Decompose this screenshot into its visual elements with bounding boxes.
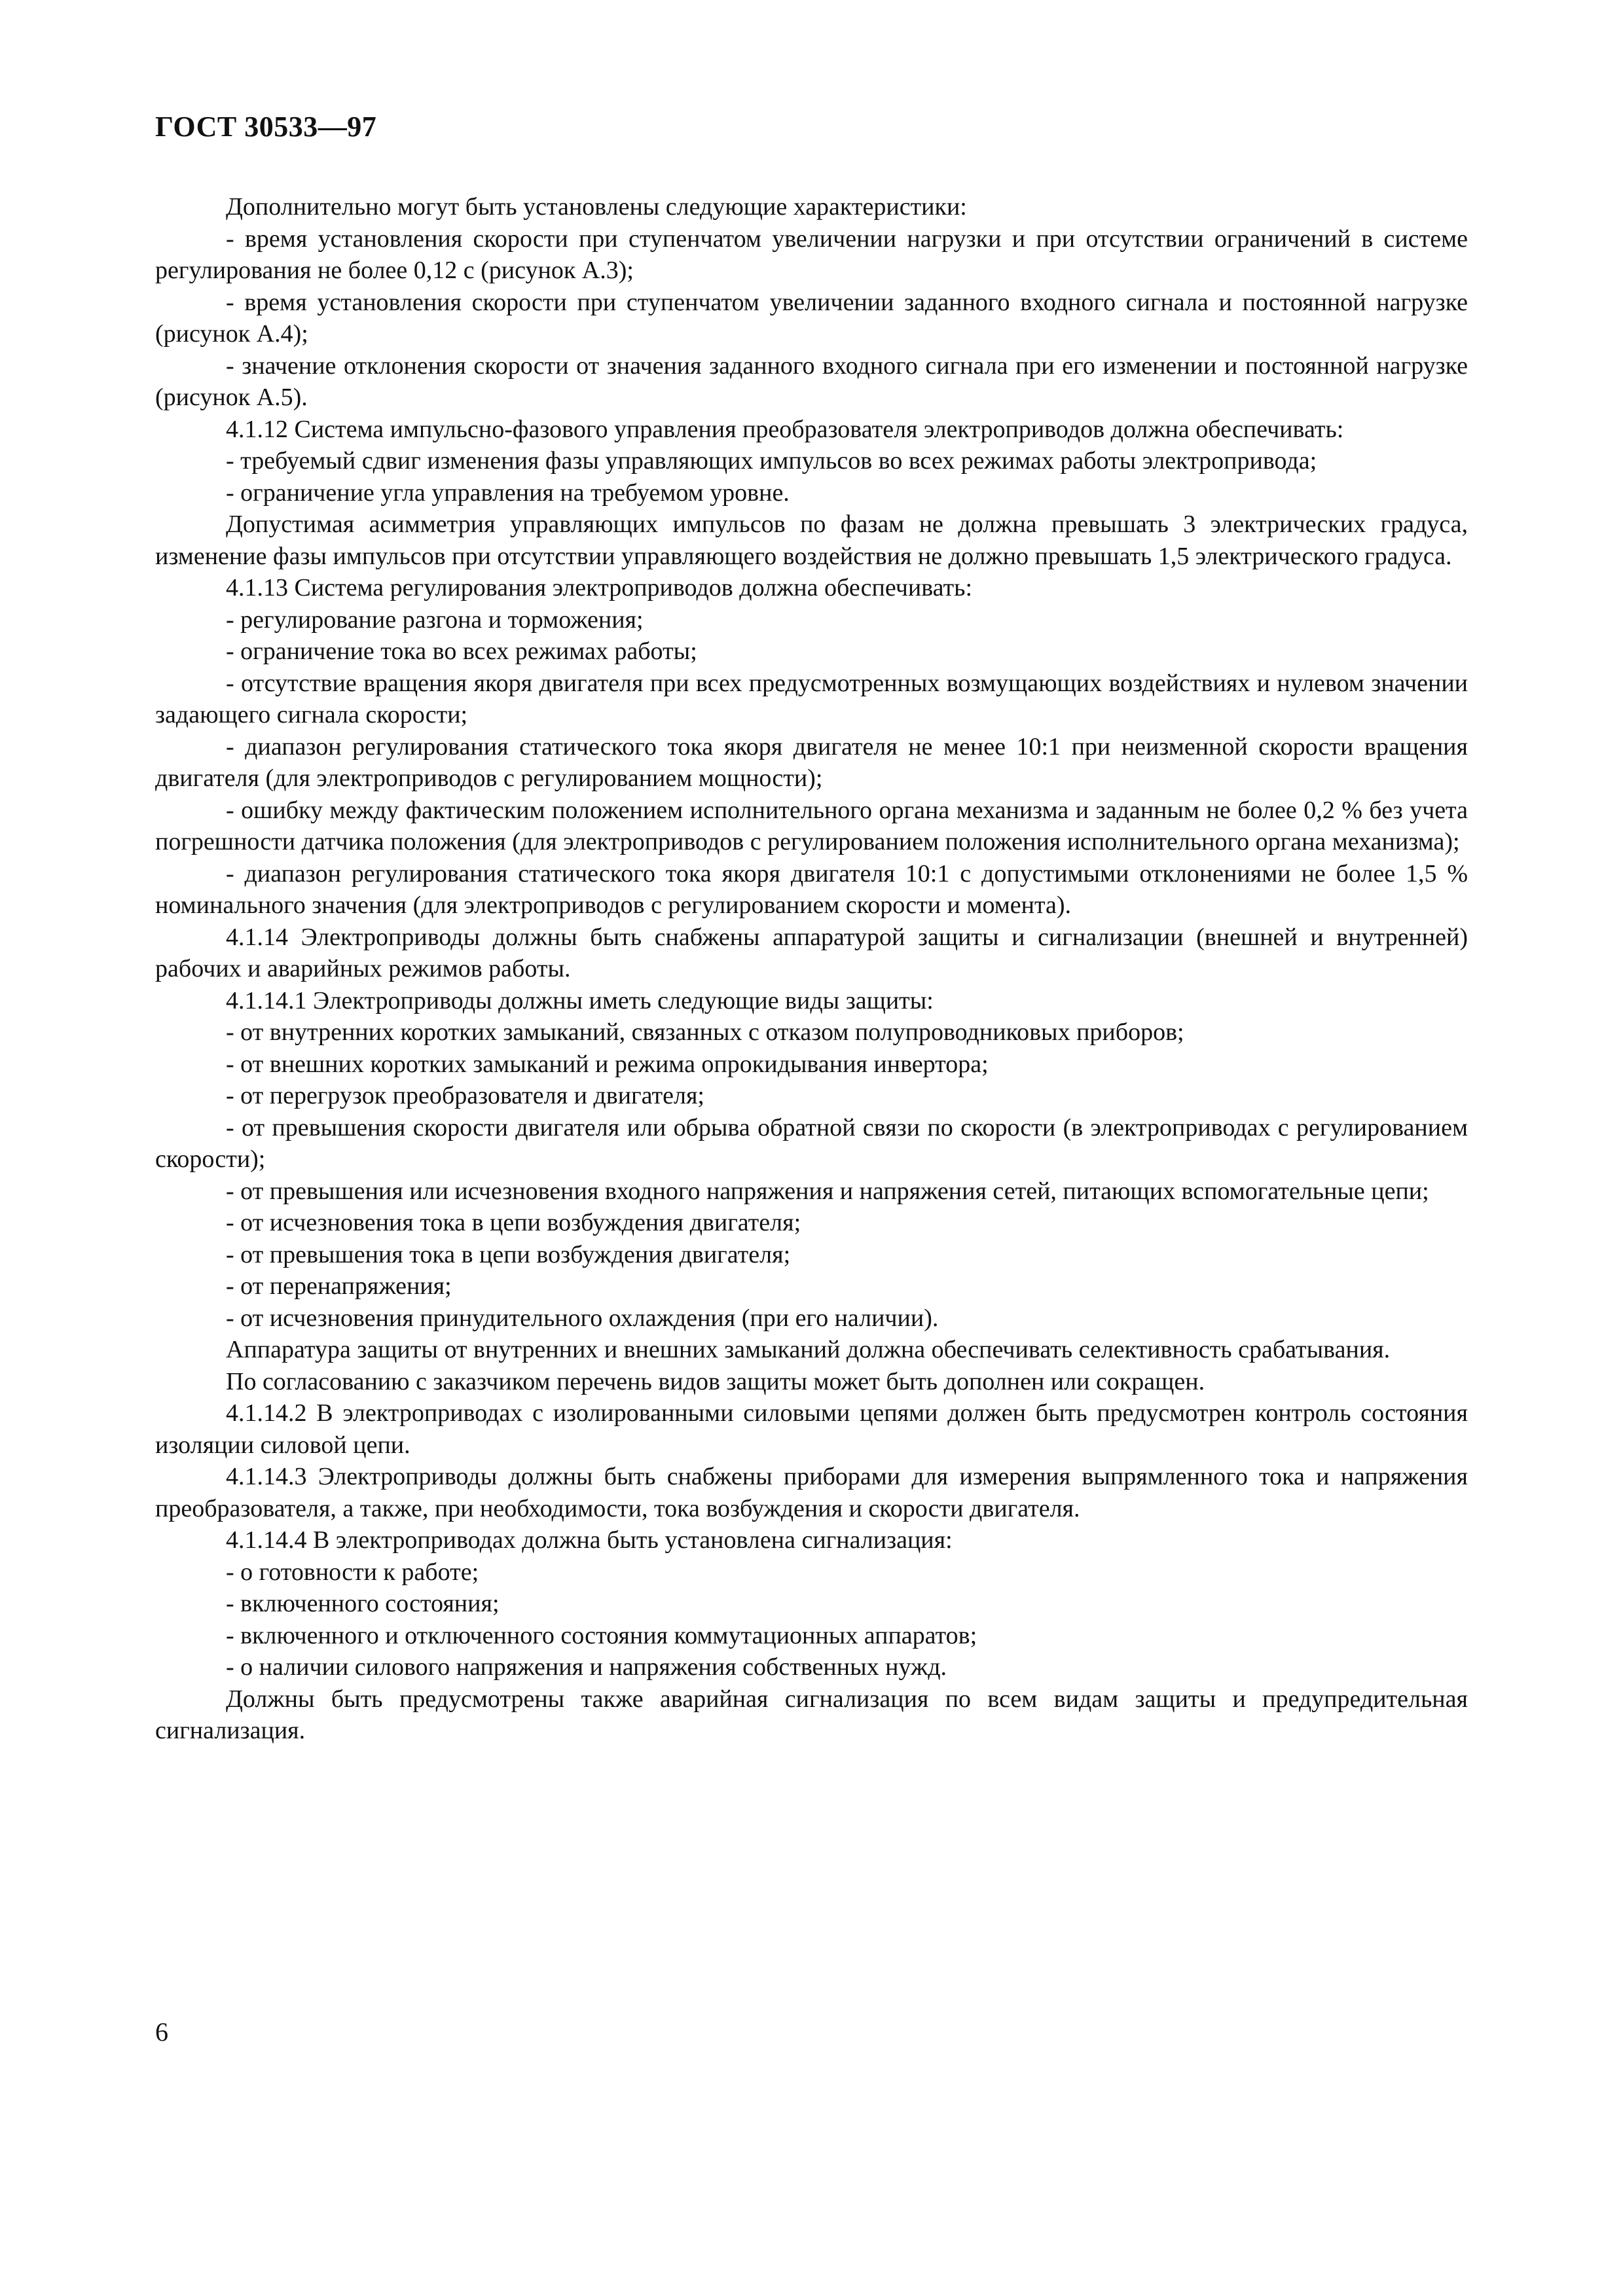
- paragraph: Допустимая асимметрия управляющих импульсов по фазам не должна превышать 3 электрических градуса, изменение фазы импульсов при отсутствии управляющего воздействия не должно превышать 1,5 электрического градуса.: [155, 511, 1468, 570]
- paragraph: - ограничение угла управления на требуемом уровне.: [226, 478, 790, 507]
- paragraph: 4.1.12 Система импульсно-фазового управления преобразователя электроприводов должна обеспечивать:: [226, 415, 1344, 443]
- paragraph: - от исчезновения принудительного охлаждения (при его наличии).: [226, 1304, 939, 1332]
- paragraph: - диапазон регулирования статического тока якоря двигателя 10:1 с допустимыми отклонениями не более 1,5 % номинального значения (для электроприводов с регулированием скорости и момента).: [155, 859, 1468, 919]
- paragraph: 4.1.14.1 Электроприводы должны иметь следующие виды защиты:: [226, 986, 934, 1014]
- paragraph: - диапазон регулирования статического тока якоря двигателя не менее 10:1 при неизменной скорости вращения двигателя (для электроприводов с регулированием мощности);: [155, 732, 1468, 792]
- paragraph: - от внутренних коротких замыканий, связанных с отказом полупроводниковых приборов;: [226, 1018, 1184, 1046]
- paragraph: - от внешних коротких замыканий и режима опрокидывания инвертора;: [226, 1050, 989, 1078]
- paragraph: Аппаратура защиты от внутренних и внешних замыканий должна обеспечивать селективность срабатывания.: [226, 1336, 1391, 1363]
- paragraph: - от перегрузок преобразователя и двигателя;: [226, 1082, 704, 1109]
- paragraph: - от превышения тока в цепи возбуждения двигателя;: [226, 1240, 791, 1268]
- paragraph: 4.1.14 Электроприводы должны быть снабжены аппаратурой защиты и сигнализации (внешней и внутренней) рабочих и аварийных режимов работы.: [155, 923, 1468, 982]
- paragraph: Должны быть предусмотрены также аварийная сигнализация по всем видам защиты и предупредительная сигнализация.: [155, 1685, 1468, 1744]
- paragraph: 4.1.14.4 В электроприводах должна быть установлена сигнализация:: [226, 1526, 953, 1554]
- paragraph: - ошибку между фактическим положением исполнительного органа механизма и заданным не более 0,2 % без учета погрешности датчика положения (для электроприводов с регулированием положения исполнительного органа механизма);: [155, 796, 1468, 855]
- paragraph: - включенного и отключенного состояния коммутационных аппаратов;: [226, 1621, 977, 1649]
- document-header: ГОСТ 30533—97: [155, 111, 377, 143]
- paragraph: - о наличии силового напряжения и напряжения собственных нужд.: [226, 1653, 947, 1681]
- paragraph: По согласованию с заказчиком перечень видов защиты может быть дополнен или сокращен.: [226, 1367, 1205, 1395]
- paragraph: - время установления скорости при ступенчатом увеличении заданного входного сигнала и постоянной нагрузке (рисунок А.4);: [155, 288, 1468, 348]
- paragraph: - от перенапряжения;: [226, 1272, 452, 1300]
- paragraph: - о готовности к работе;: [226, 1558, 479, 1586]
- paragraph: 4.1.14.3 Электроприводы должны быть снабжены приборами для измерения выпрямленного тока и напряжения преобразователя, а также, при необходимости, тока возбуждения и скорости двигателя.: [155, 1463, 1468, 1522]
- page-number: 6: [155, 2017, 168, 2047]
- paragraph: - регулирование разгона и торможения;: [226, 605, 644, 634]
- paragraph: - отсутствие вращения якоря двигателя при всех предусмотренных возмущающих воздействиях и нулевом значении задающего сигнала скорости;: [155, 669, 1468, 728]
- paragraph: - время установления скорости при ступенчатом увеличении нагрузки и при отсутствии ограничений в системе регулирования не более 0,12 с (рисунок А.3);: [155, 224, 1468, 284]
- paragraph: - от превышения скорости двигателя или обрыва обратной связи по скорости (в электроприводах с регулированием скорости);: [155, 1113, 1468, 1173]
- document-body: [155, 191, 1468, 1747]
- paragraph: 4.1.13 Система регулирования электроприводов должна обеспечивать:: [226, 574, 973, 601]
- paragraph: - ограничение тока во всех режимах работы;: [226, 637, 697, 665]
- paragraph: - от исчезновения тока в цепи возбуждения двигателя;: [226, 1209, 801, 1236]
- paragraph: - от превышения или исчезновения входного напряжения и напряжения сетей, питающих вспомогательные цепи;: [226, 1177, 1429, 1205]
- paragraph: - требуемый сдвиг изменения фазы управляющих импульсов во всех режимах работы электропривода;: [226, 447, 1317, 475]
- paragraph: - включенного состояния;: [226, 1590, 500, 1617]
- paragraph: - значение отклонения скорости от значения заданного входного сигнала при его изменении и постоянной нагрузке (рисунок А.5).: [155, 351, 1468, 411]
- paragraph: Дополнительно могут быть установлены следующие характеристики:: [226, 193, 967, 221]
- paragraph: 4.1.14.2 В электроприводах с изолированными силовыми цепями должен быть предусмотрен контроль состояния изоляции силовой цепи.: [155, 1399, 1468, 1459]
